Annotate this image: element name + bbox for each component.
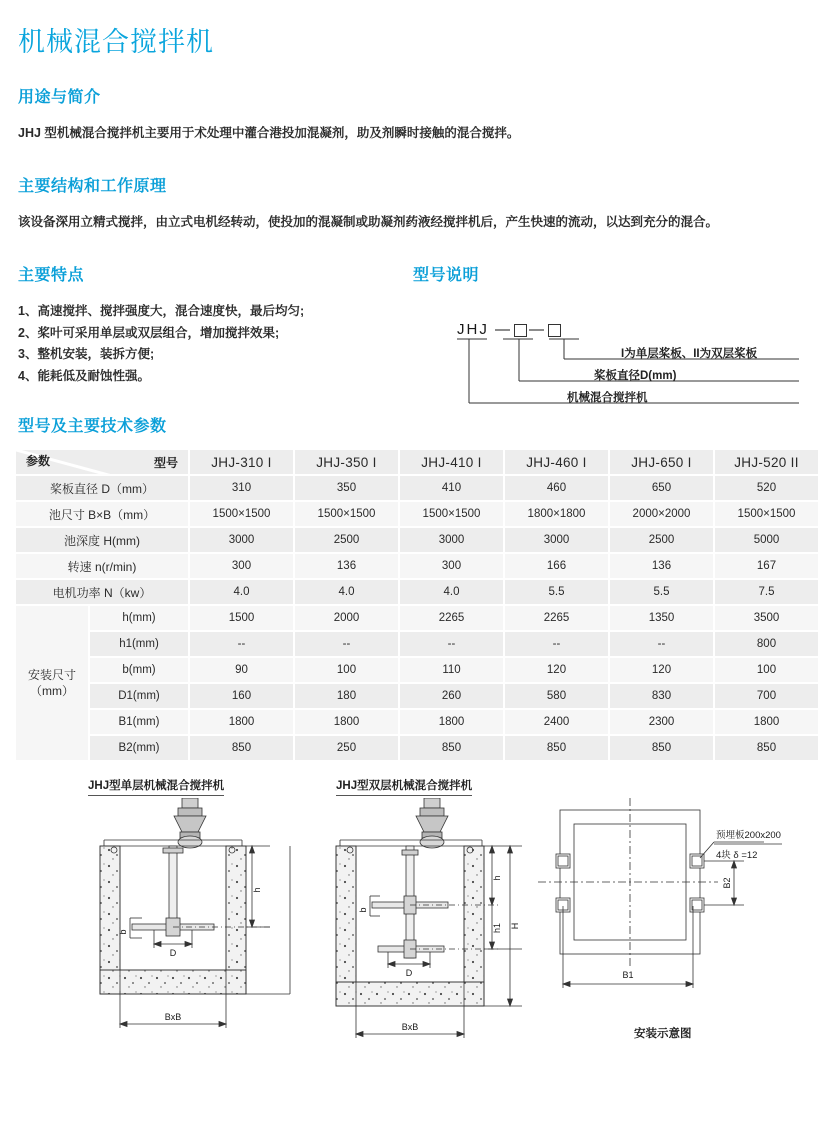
cell: -- [190,632,293,656]
cell: 90 [190,658,293,682]
cell: 5.5 [610,580,713,604]
model-code-dash-2: — [529,321,547,339]
cell: 410 [400,476,503,500]
cell: 2500 [295,528,398,552]
section-heading-principle: 主要结构和工作原理 [18,178,167,196]
cell: 310 [190,476,293,500]
cell: 650 [610,476,713,500]
dim-label-b2: B2 [722,877,732,889]
intro-paragraph: JHJ 型机械混合搅拌机主要用于术处理中灌合港投加混凝剂，助及剂瞬时接触的混合搅拌。 [18,126,520,141]
table-row [16,684,818,708]
dim-label-D: D [169,948,177,959]
cell: 4.0 [190,580,293,604]
cell: 830 [610,684,713,708]
drawings-area [14,776,806,1051]
dim-label-H: H [510,923,520,930]
document-page [0,26,820,1051]
cell: 2265 [505,606,608,630]
row-group-label [16,606,88,760]
cell: 850 [505,736,608,760]
table-row [16,658,818,682]
row-group-label-line1: 安装尺寸 [27,668,76,683]
features-list [18,301,409,387]
cell: 300 [400,554,503,578]
dim-label-bxb: BxB [164,1012,182,1023]
column-header-model: JHJ-410 I [400,450,503,474]
cell: -- [610,632,713,656]
model-label-diameter: 桨板直径D(mm) [594,370,677,383]
cell: 1800×1800 [505,502,608,526]
row-label: b(mm) [90,658,188,682]
cell: 2400 [505,710,608,734]
table-header-row [16,450,818,474]
cell: 110 [400,658,503,682]
cell: 800 [715,632,818,656]
row-label-text: 池深度 H(mm) [64,533,140,548]
row-label [16,502,188,526]
cell: 100 [295,658,398,682]
drawing-caption-double-wrap [336,776,472,796]
row-label-unit: （kw） [112,585,152,600]
dim-label-h: h [252,887,262,893]
cell: 260 [400,684,503,708]
cell: 460 [505,476,608,500]
drawing-caption-plan: 安装示意图 [634,1028,692,1041]
dim-label-h1: h1 [492,923,502,934]
model-code-dash-1: — [495,321,513,339]
table-row [16,502,818,526]
row-label-text: 桨板直径 D [49,481,110,496]
cell: 3500 [715,606,818,630]
row-label [16,554,188,578]
cell: 3000 [505,528,608,552]
list-item: 4、能耗低及耐蚀性强。 [18,368,150,383]
table-row [16,606,818,630]
cell: 350 [295,476,398,500]
dim-label-D: D [405,968,413,979]
corner-label-param: 参数 [26,454,51,469]
section-heading-specs: 型号及主要技术参数 [18,418,167,436]
cell: 7.5 [715,580,818,604]
dim-label-b: b [358,907,368,913]
cell: -- [505,632,608,656]
drawing-caption-plan-wrap [634,1024,692,1042]
cell: 4.0 [295,580,398,604]
row-label-text: 电机功率 N [52,585,113,600]
cell: 850 [715,736,818,760]
cell: 850 [610,736,713,760]
dim-label-b1: B1 [622,970,634,981]
cell: 1500×1500 [190,502,293,526]
dim-label-b: b [118,929,128,935]
cell: 2000 [295,606,398,630]
row-label-unit: （mm） [111,507,156,522]
row-label [16,580,188,604]
row-label: B1(mm) [90,710,188,734]
figure-installation-plan [538,794,820,1044]
specification-table [14,448,820,762]
cell: 700 [715,684,818,708]
row-label: h1(mm) [90,632,188,656]
table-row [16,736,818,760]
column-header-model: JHJ-520 II [715,450,818,474]
drawing-caption-double: JHJ型双层机械混合搅拌机 [336,777,472,796]
cell: 180 [295,684,398,708]
cell: 136 [610,554,713,578]
row-label: D1(mm) [90,684,188,708]
cell: 2000×2000 [610,502,713,526]
row-label: h(mm) [90,606,188,630]
cell: 1800 [190,710,293,734]
cell: 300 [190,554,293,578]
cell: 100 [715,658,818,682]
section-heading-model-explain: 型号说明 [413,267,480,285]
table-row [16,710,818,734]
dim-label-h: h [492,875,502,881]
cell: 120 [610,658,713,682]
list-item: 3、整机安装，装拆方便; [18,347,155,362]
cell: 5.5 [505,580,608,604]
model-code-diagram [409,297,806,407]
model-label-layer: I为单层桨板、II为双层桨板 [621,348,758,361]
cell: -- [295,632,398,656]
table-row [16,580,818,604]
figure-single-layer-agitator [74,798,324,1038]
column-header-model: JHJ-350 I [295,450,398,474]
features-and-model-row [14,262,806,407]
cell: 850 [190,736,293,760]
row-label: B2(mm) [90,736,188,760]
row-group-label-line2: （mm） [30,684,74,699]
table-row [16,528,818,552]
cell: 1500×1500 [295,502,398,526]
cell: 2500 [610,528,713,552]
cell: 166 [505,554,608,578]
table-row [16,554,818,578]
cell: 1500×1500 [400,502,503,526]
cell: 1800 [400,710,503,734]
row-label [16,528,188,552]
model-label-machine: 机械混合搅拌机 [567,392,648,405]
cell: 1800 [715,710,818,734]
model-code-prefix: JHJ [457,321,489,339]
drawing-caption-single-wrap [88,776,224,796]
cell: 580 [505,684,608,708]
table-corner-cell [16,450,188,474]
table-row [16,476,818,500]
corner-label-model: 型号 [153,456,178,471]
section-heading-features: 主要特点 [18,267,85,285]
cell: 1500 [190,606,293,630]
note-embedded-plate-size: 预埋板200x200 [716,830,781,842]
list-item: 2、桨叶可采用单层或双层组合，增加搅拌效果; [18,325,280,340]
cell: 850 [400,736,503,760]
cell: 4.0 [400,580,503,604]
cell: 3000 [400,528,503,552]
row-label-text: 池尺寸 B×B [48,507,112,522]
cell: 1350 [610,606,713,630]
cell: 160 [190,684,293,708]
cell: 1800 [295,710,398,734]
note-embedded-plate-count: 4块 δ =12 [716,850,758,862]
cell: 250 [295,736,398,760]
cell: 167 [715,554,818,578]
cell: 120 [505,658,608,682]
cell: 5000 [715,528,818,552]
cell: 2265 [400,606,503,630]
row-label-unit: （mm） [110,481,154,496]
dim-label-bxb: BxB [401,1022,419,1033]
page-title: 机械混合搅拌机 [18,27,214,57]
cell: 2300 [610,710,713,734]
column-header-model: JHJ-310 I [190,450,293,474]
cell: 520 [715,476,818,500]
cell: 136 [295,554,398,578]
principle-paragraph: 该设备深用立精式搅拌，由立式电机经转动，使投加的混凝制或助凝剂药液经搅拌机后，产生快速的流动，以达到充分的混合。 [18,215,719,230]
list-item: 1、高速搅拌、搅拌强度大，混合速度快，最后均匀; [18,304,305,319]
column-header-model: JHJ-460 I [505,450,608,474]
row-label-text: 转速 n(r/min) [67,559,137,574]
cell: -- [400,632,503,656]
section-heading-intro: 用途与简介 [18,89,101,107]
drawing-caption-single: JHJ型单层机械混合搅拌机 [88,777,224,796]
table-row [16,632,818,656]
cell: 1500×1500 [715,502,818,526]
cell: 3000 [190,528,293,552]
column-header-model: JHJ-650 I [610,450,713,474]
row-label [16,476,188,500]
